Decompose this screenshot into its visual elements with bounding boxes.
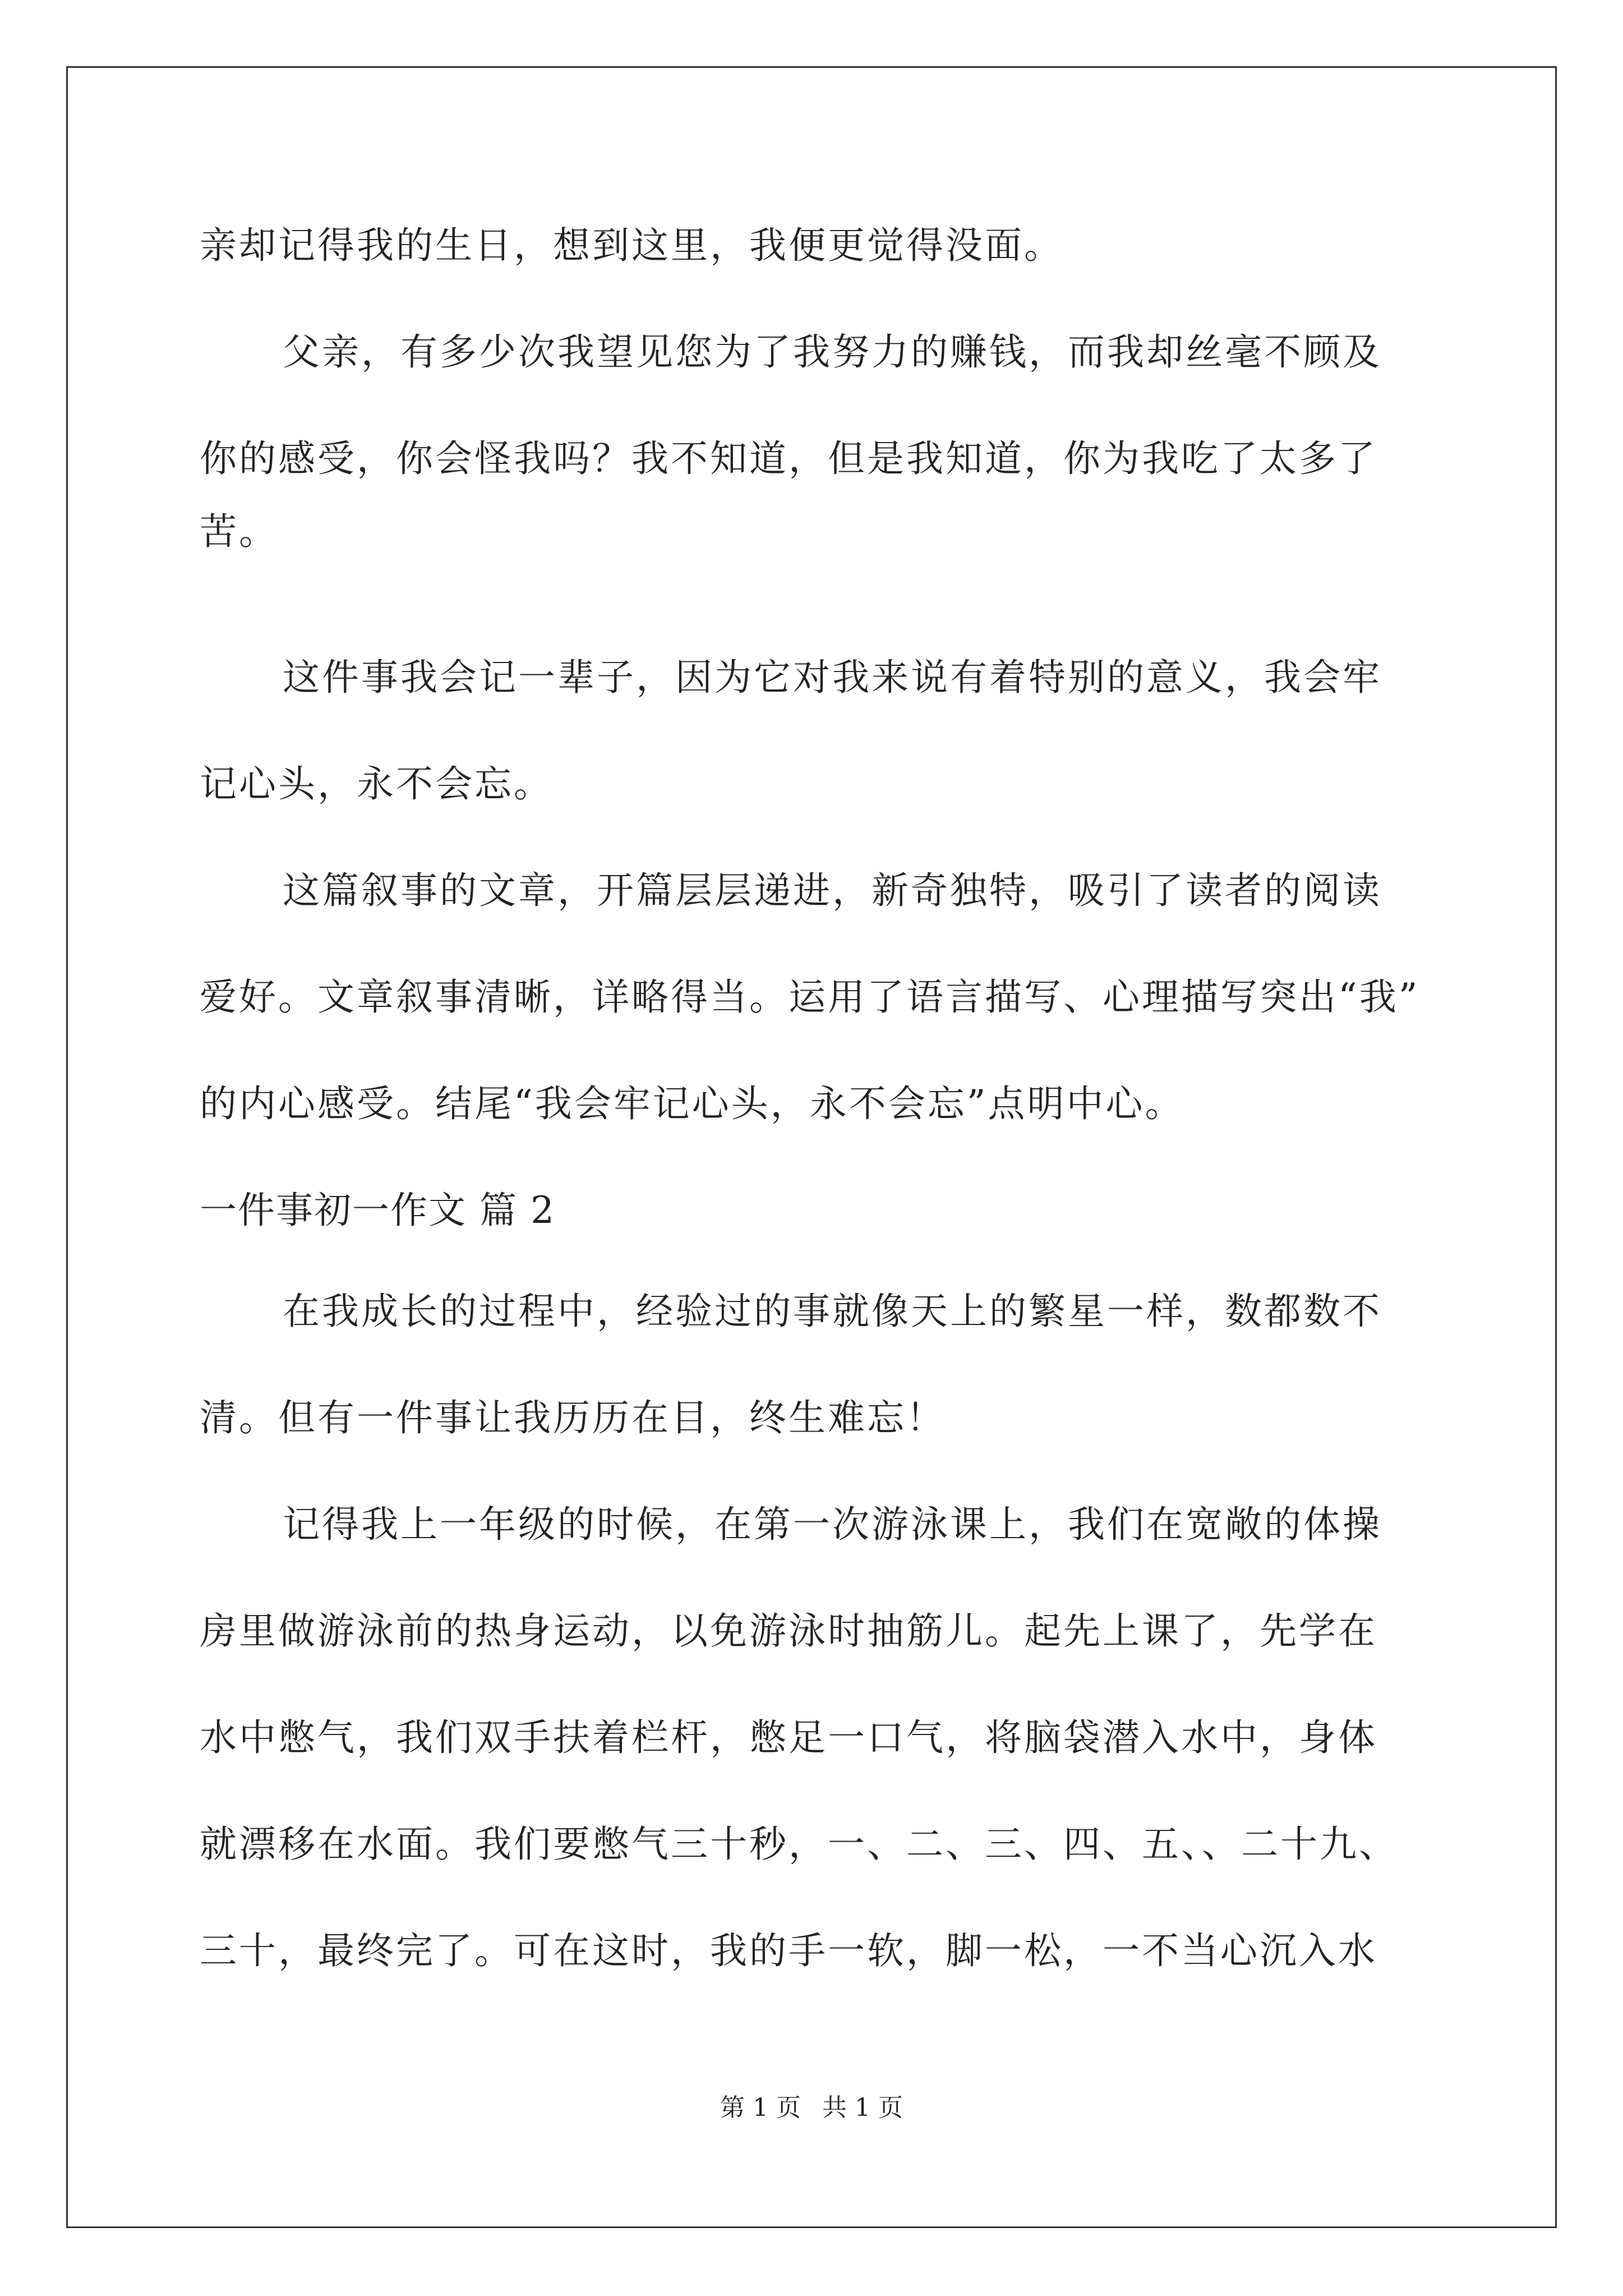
page-footer [0, 2092, 1623, 2124]
text-line-16: 就漂移在水面。我们要憋气三十秒，一、二、三、四、五、、二十九、 [200, 1823, 1398, 1866]
text-line-5: 这件事我会记一辈子，因为它对我来说有着特别的意义，我会牢 [283, 656, 1382, 699]
text-line-1: 亲却记得我的生日，想到这里，我便更觉得没面。 [200, 224, 1063, 267]
text-line-3: 你的感受，你会怪我吗？我不知道，但是我知道，你为我吃了太多了 [200, 437, 1377, 480]
total-pages: 共 1 页 [822, 2093, 903, 2122]
text-line-13: 记得我上一年级的时候，在第一次游泳课上，我们在宽敞的体操 [283, 1503, 1382, 1546]
text-line-11: 在我成长的过程中，经验过的事就像天上的繁星一样，数都数不 [283, 1290, 1382, 1333]
page-number: 第 1 页 [720, 2093, 801, 2122]
text-line-15: 水中憋气，我们双手扶着栏杆，憋足一口气，将脑袋潜入水中，身体 [200, 1716, 1377, 1759]
text-line-17: 三十，最终完了。可在这时，我的手一软，脚一松，一不当心沉入水 [200, 1929, 1377, 1972]
text-line-8: 爱好。文章叙事清晰，详略得当。运用了语言描写、心理描写突出“我” [200, 976, 1420, 1019]
text-line-14: 房里做游泳前的热身运动，以免游泳时抽筋儿。起先上课了，先学在 [200, 1609, 1377, 1653]
text-line-12: 清。但有一件事让我历历在目，终生难忘！ [200, 1396, 946, 1439]
text-line-7: 这篇叙事的文章，开篇层层递进，新奇独特，吸引了读者的阅读 [283, 869, 1382, 912]
text-line-6: 记心头，永不会忘。 [200, 762, 553, 806]
section-heading: 一件事初一作文 篇 2 [200, 1189, 555, 1232]
text-line-4: 苦。 [200, 510, 278, 553]
text-line-2: 父亲，有多少次我望见您为了我努力的赚钱，而我却丝毫不顾及 [283, 330, 1382, 374]
page-frame [66, 66, 1557, 2228]
text-line-9: 的内心感受。结尾“我会牢记心头，永不会忘”点明中心。 [200, 1082, 1184, 1125]
